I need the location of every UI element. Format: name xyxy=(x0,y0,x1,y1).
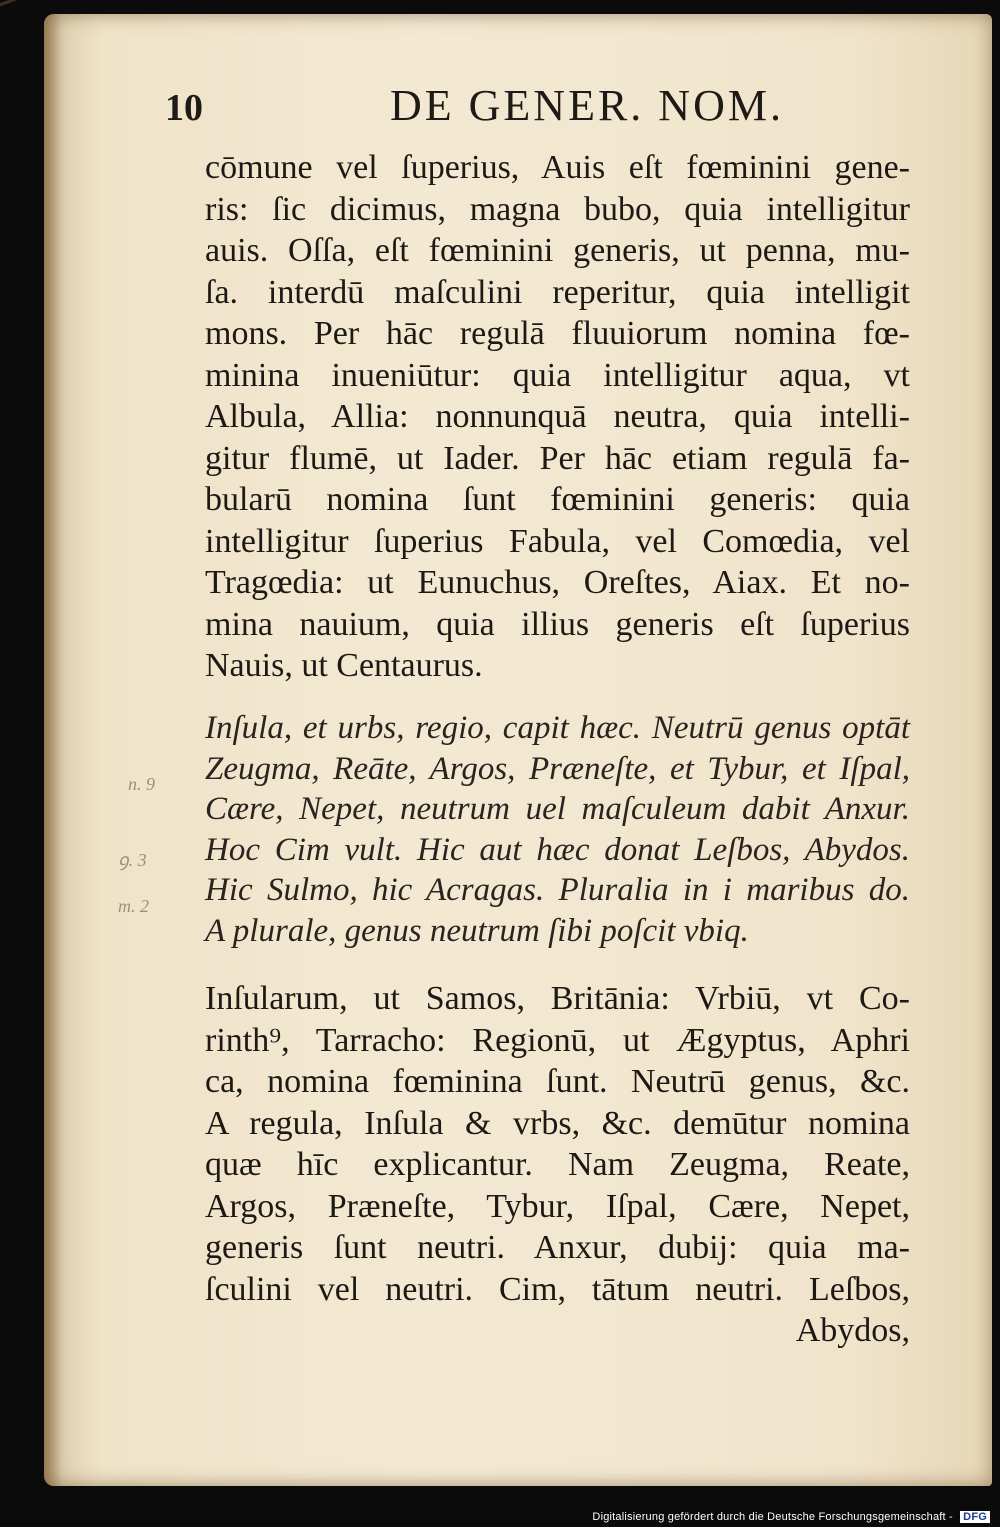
page-number: 10 xyxy=(165,87,203,129)
verse-line: A plurale, genus neutrum ſibi poſcit vbiq. xyxy=(205,912,749,949)
paragraph-2 xyxy=(205,978,910,1352)
text-line: mons. Per hāc regulā fluuiorum nomina fœ- xyxy=(205,315,910,352)
text-line: Albula, Allia: nonnunquā neutra, quia intelli- xyxy=(205,398,910,435)
text-line: rinth⁹, Tarracho: Regionū, ut Ægyptus, Aphri xyxy=(205,1021,910,1059)
verse-line: Hoc Cim vult. Hic aut hæc donat Leſbos, Abydos. xyxy=(205,831,910,868)
text-line: Argos, Præneſte, Tybur, Iſpal, Cære, Nepet, xyxy=(205,1187,910,1225)
margin-note: n. 9 xyxy=(128,774,155,794)
text-line: minina inueniūtur: quia intelligitur aqua, vt xyxy=(205,356,910,394)
text-line: generis ſunt neutri. Anxur, dubij: quia ma- xyxy=(205,1229,910,1266)
page-header xyxy=(165,80,905,140)
margin-note: m. 2 xyxy=(118,896,149,916)
text-line: A regula, Inſula & vrbs, &c. demūtur nomina xyxy=(205,1104,910,1142)
verse-rule-block xyxy=(205,708,910,951)
verse-line: Zeugma, Reāte, Argos, Præneſte, et Tybur, et Iſpal, xyxy=(205,750,910,787)
text-line: ris: ſic dicimus, magna bubo, quia intelligitur xyxy=(205,190,910,228)
text-line: ſculini vel neutri. Cim, tātum neutri. Leſbos, xyxy=(205,1270,910,1308)
text-line: bularū nomina ſunt fœminini generis: quia xyxy=(205,481,910,518)
text-line: cōmune vel ſuperius, Auis eſt fœminini gene- xyxy=(205,149,910,186)
text-line: Nauis, ut Centaurus. xyxy=(205,647,483,684)
text-line: quæ hīc explicantur. Nam Zeugma, Reate, xyxy=(205,1146,910,1183)
text-line: Tragœdia: ut Eunuchus, Oreſtes, Aiax. Et no- xyxy=(205,564,910,601)
text-line: Inſularum, ut Samos, Britānia: Vrbiū, vt Co- xyxy=(205,980,910,1017)
paragraph-1 xyxy=(205,147,910,687)
running-head: DE GENER. NOM. xyxy=(390,81,784,130)
verse-line: Inſula, et urbs, regio, capit hæc. Neutrū genus optāt xyxy=(205,710,910,746)
text-line: ca, nomina fœminina ſunt. Neutrū genus, &c. xyxy=(205,1063,910,1100)
margin-note: ꝯ. 3 xyxy=(118,850,147,870)
page-gutter-shadow xyxy=(44,14,62,1486)
text-line: auis. Oſſa, eſt fœminini generis, ut penna, mu- xyxy=(205,232,910,269)
text-line: intelligitur ſuperius Fabula, vel Comœdia, vel xyxy=(205,522,910,560)
text-line: mina nauium, quia illius generis eſt ſuperius xyxy=(205,605,910,643)
verse-line: Hic Sulmo, hic Acragas. Pluralia in i maribus do. xyxy=(205,872,910,908)
text-line: ſa. interdū maſculini reperitur, quia intelligit xyxy=(205,273,910,311)
margin-pen-mark xyxy=(0,0,22,18)
digitization-credit xyxy=(592,1511,990,1523)
credit-text: Digitalisierung gefördert durch die Deutsche Forschungsgemeinschaft - xyxy=(592,1511,953,1523)
dfg-logo: DFG xyxy=(960,1511,990,1523)
text-line: gitur flumē, ut Iader. Per hāc etiam regulā fa- xyxy=(205,439,910,477)
verse-line: Cære, Nepet, neutrum uel maſculeum dabit Anxur. xyxy=(205,791,910,827)
catchword: Abydos, xyxy=(795,1312,910,1349)
